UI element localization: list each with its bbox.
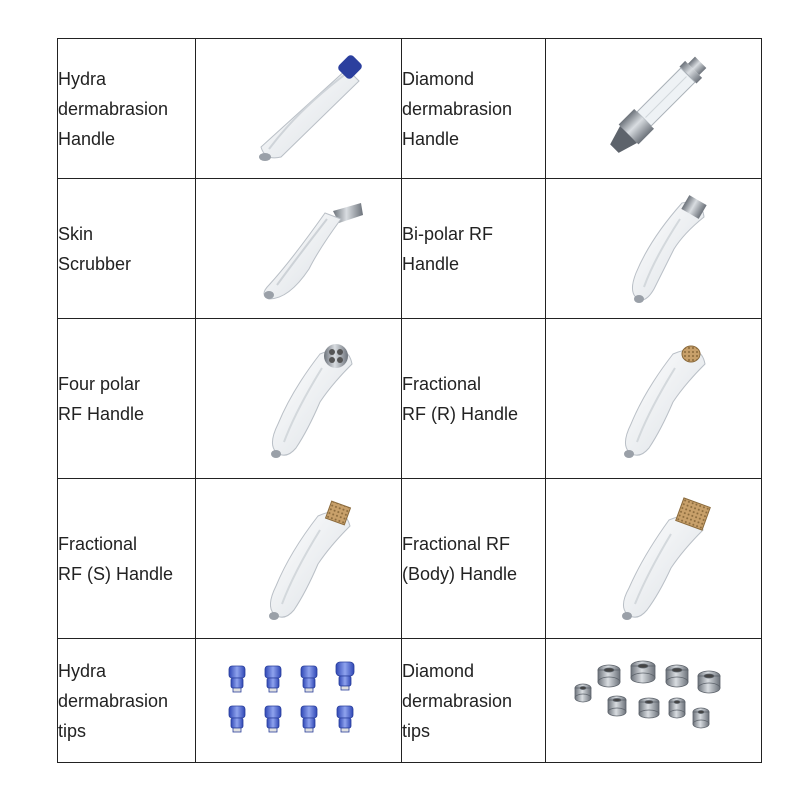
table-row (58, 179, 762, 319)
item-image-cell (546, 639, 762, 763)
bipolar-rf-handle-icon (584, 189, 724, 309)
fractional-rf-s-handle-icon (224, 494, 374, 624)
table-row (58, 639, 762, 763)
item-label: Hydra dermabrasion tips (58, 639, 196, 763)
item-label: Fractional RF (R) Handle (402, 319, 546, 479)
item-label: Diamond dermabrasion Handle (402, 39, 546, 179)
item-label: Skin Scrubber (58, 179, 196, 319)
item-image-cell (546, 479, 762, 639)
table-row (58, 319, 762, 479)
hydra-handle-icon (229, 49, 369, 169)
four-polar-rf-handle-icon (224, 334, 374, 464)
accessory-table (57, 38, 762, 763)
item-label: Four polar RF Handle (58, 319, 196, 479)
item-label: Hydra dermabrasion Handle (58, 39, 196, 179)
skin-scrubber-icon (229, 189, 369, 309)
item-label: Fractional RF (Body) Handle (402, 479, 546, 639)
item-image-cell (196, 639, 402, 763)
table-row (58, 479, 762, 639)
fractional-rf-r-handle-icon (579, 334, 729, 464)
fractional-rf-body-handle-icon (579, 494, 729, 624)
item-image-cell (546, 39, 762, 179)
item-label: Fractional RF (S) Handle (58, 479, 196, 639)
table-row (58, 39, 762, 179)
item-image-cell (546, 179, 762, 319)
item-image-cell (546, 319, 762, 479)
diamond-tips-icon (569, 656, 739, 746)
item-image-cell (196, 179, 402, 319)
item-label: Diamond dermabrasion tips (402, 639, 546, 763)
item-image-cell (196, 39, 402, 179)
item-image-cell (196, 319, 402, 479)
diamond-handle-icon (584, 49, 724, 169)
hydra-tips-icon (219, 656, 379, 746)
item-label: Bi-polar RF Handle (402, 179, 546, 319)
item-image-cell (196, 479, 402, 639)
